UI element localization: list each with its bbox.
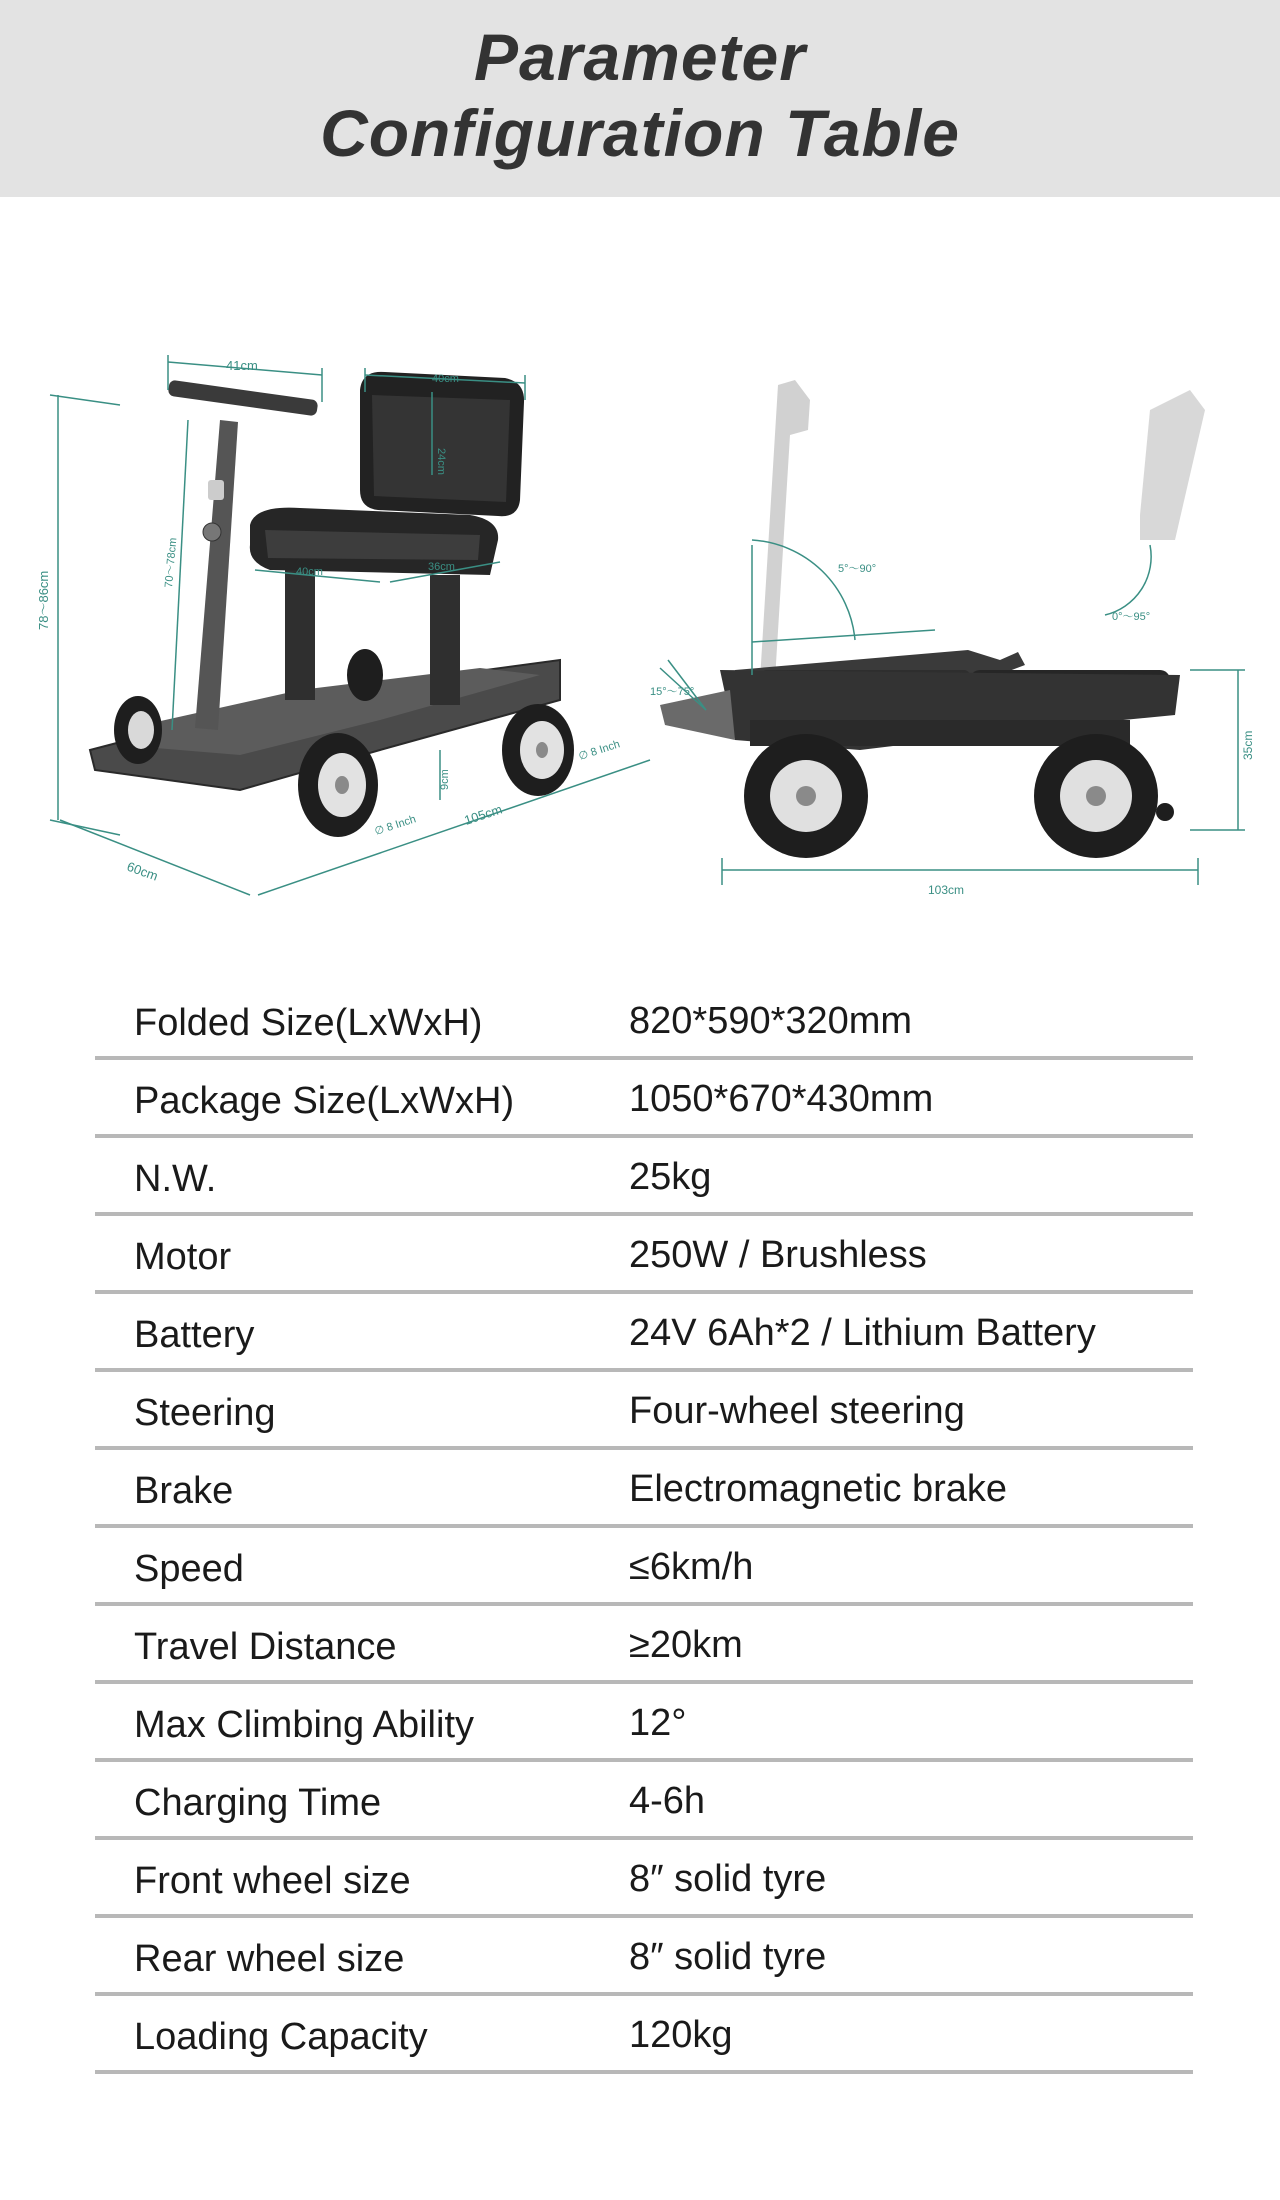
spec-label: Max Climbing Ability [134, 1704, 474, 1746]
dim-seat-depth: 40cm [296, 566, 323, 578]
spec-label: Folded Size(LxWxH) [134, 1002, 483, 1044]
folded-rear-wheel [1034, 734, 1158, 858]
spec-row-front-wheel [95, 1840, 1193, 1918]
dim-tiller-angle: 5°～90° [838, 563, 877, 575]
spec-value: Electromagnetic brake [629, 1468, 1008, 1510]
folded-front-wheel [744, 734, 868, 858]
spec-value: Four-wheel steering [629, 1390, 965, 1432]
spec-row-battery [95, 1294, 1193, 1372]
rear-right-wheel [502, 704, 574, 796]
spec-value: 820*590*320mm [629, 1000, 913, 1042]
spec-row-steering [95, 1372, 1193, 1450]
front-left-wheel [114, 696, 162, 764]
dim-backrest-height: 24cm [435, 448, 447, 475]
rear-left-wheel [347, 649, 383, 701]
spec-value: 120kg [629, 2014, 733, 2056]
spec-value: ≤6km/h [629, 1546, 754, 1588]
spec-row-package-size [95, 1060, 1193, 1138]
product-dimension-diagram [0, 330, 1280, 920]
spec-value: 25kg [629, 1156, 712, 1198]
spec-label: Travel Distance [134, 1626, 397, 1668]
spec-value: ≥20km [629, 1624, 743, 1666]
page-header [0, 0, 1280, 197]
dim-handlebar-width: 41cm [226, 358, 258, 373]
spec-value: 24V 6Ah*2 / Lithium Battery [629, 1312, 1096, 1354]
spec-row-folded-size [95, 982, 1193, 1060]
spec-row-net-weight [95, 1138, 1193, 1216]
spec-label: Loading Capacity [134, 2016, 428, 2058]
scooter-assembled-image [36, 355, 650, 895]
spec-row-loading-capacity [95, 1996, 1193, 2074]
dim-seat-width: 36cm [428, 561, 455, 573]
spec-label: Package Size(LxWxH) [134, 1080, 515, 1122]
dim-width: 60cm [124, 858, 160, 884]
dim-ground-clearance: 9cm [439, 769, 451, 790]
spec-label: Speed [134, 1548, 244, 1590]
dim-footrest-angle: 15°～75° [650, 686, 695, 698]
spec-label: Rear wheel size [134, 1938, 405, 1980]
dim-tiller-height: 70～78cm [163, 537, 180, 589]
page-title-line1: Parameter [474, 20, 806, 94]
spec-value: 12° [629, 1702, 687, 1744]
spec-row-speed [95, 1528, 1193, 1606]
spec-row-charging-time [95, 1762, 1193, 1840]
spec-table [95, 982, 1193, 2074]
dim-front-wheel: ∅ 8 Inch [373, 813, 418, 838]
spec-value: 4-6h [629, 1780, 706, 1822]
spec-label: N.W. [134, 1158, 217, 1200]
spec-label: Steering [134, 1392, 276, 1434]
dim-folded-height: 35cm [1241, 730, 1255, 760]
spec-label: Motor [134, 1236, 232, 1278]
dim-rear-wheel: ∅ 8 Inch [577, 738, 622, 763]
spec-label: Front wheel size [134, 1860, 411, 1902]
spec-value: 8″ solid tyre [629, 1936, 827, 1978]
spec-label: Charging Time [134, 1782, 382, 1824]
dim-total-height: 78～86cm [36, 570, 51, 630]
spec-value: 1050*670*430mm [629, 1078, 934, 1120]
spec-row-climbing [95, 1684, 1193, 1762]
scooter-folding-image [650, 380, 1255, 897]
dim-folded-length: 103cm [928, 883, 965, 897]
spec-value: 8″ solid tyre [629, 1858, 827, 1900]
spec-row-travel-distance [95, 1606, 1193, 1684]
dim-backrest-angle: 0°～95° [1112, 611, 1151, 623]
dim-backrest-width: 40cm [432, 373, 459, 385]
front-right-wheel [298, 733, 378, 837]
scooter-illustrations [0, 330, 1280, 920]
spec-row-rear-wheel [95, 1918, 1193, 1996]
page-title-line2: Configuration Table [320, 96, 960, 170]
spec-label: Brake [134, 1470, 234, 1512]
spec-row-motor [95, 1216, 1193, 1294]
dim-length: 105cm [462, 801, 505, 828]
spec-label: Battery [134, 1314, 255, 1356]
spec-value: 250W / Brushless [629, 1234, 927, 1276]
spec-row-brake [95, 1450, 1193, 1528]
